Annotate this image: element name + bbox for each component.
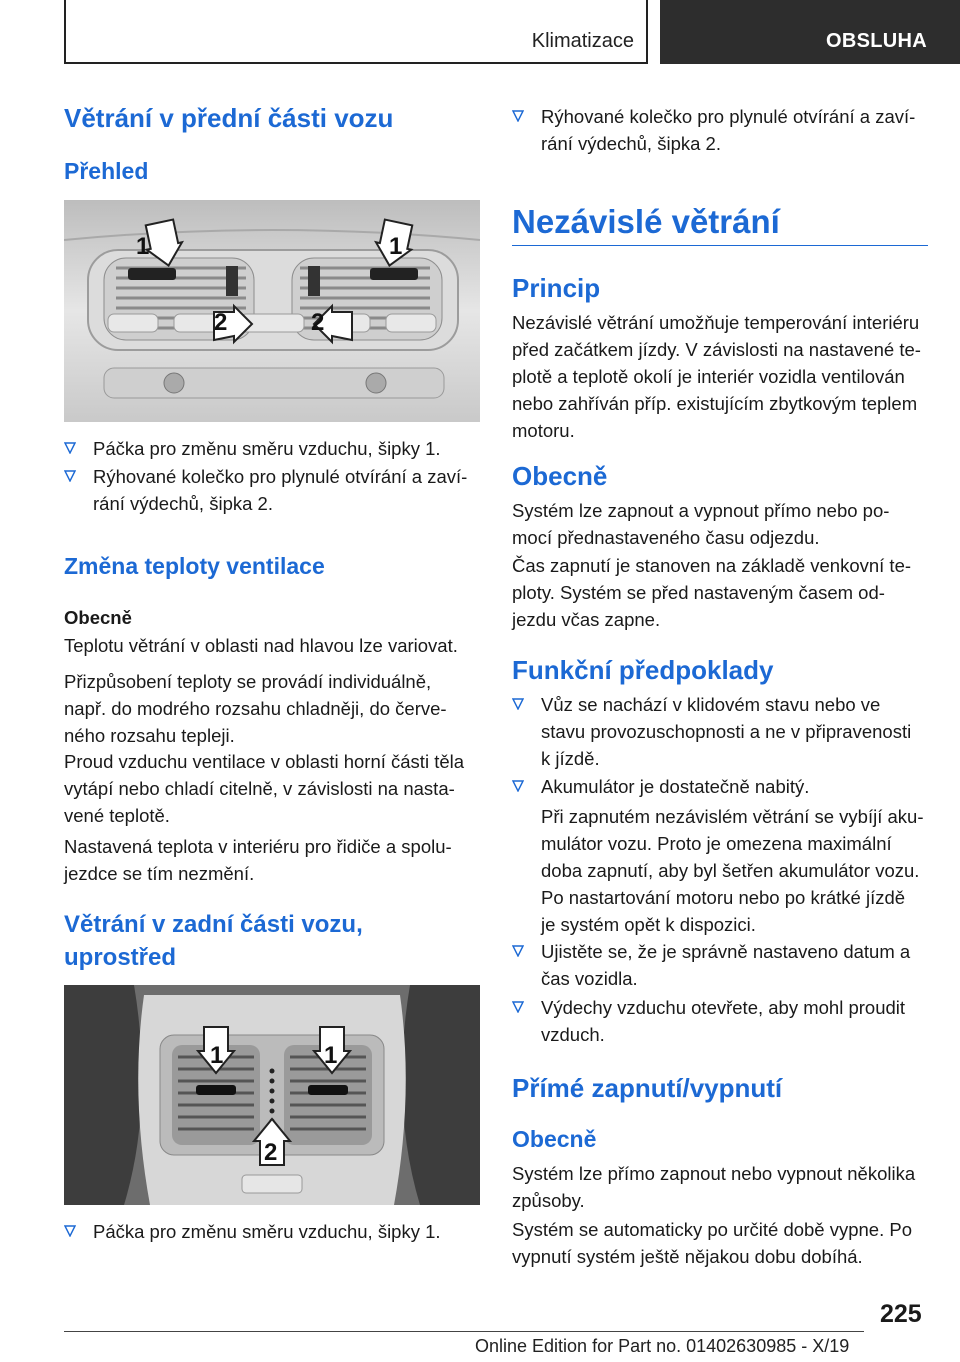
fig1-label-2b: 2 [311,309,325,336]
fig1-label-1b: 1 [389,233,403,260]
footer-divider [64,1331,864,1332]
heading-temperature-change: Změna teploty ventilace [64,553,325,579]
heading-front-ventilation: Větrání v přední části vozu [64,103,394,133]
triangle-bullet-icon [64,1225,76,1237]
paragraph: Teplotu větrání v oblasti nad hlavou lze variovat. [64,635,458,656]
bullet-text: Páčka pro změnu směru vzduchu, šipky 1. [93,1221,441,1242]
triangle-bullet-icon [512,780,524,792]
heading-principle: Princip [512,273,601,303]
heading-rear-ventilation: Větrání v zadní části vozu, uprostřed [64,911,363,971]
heading-underline [512,245,928,246]
header-chapter-tab [660,0,960,64]
fig2-label-1b: 1 [324,1042,338,1069]
heading-independent-ventilation: Nezávislé větrání [512,203,780,240]
bullet-text: Rýhované kolečko pro plynulé otvírání a zaví- rání výdechů, šipka 2. [541,106,916,154]
bullet-text: Akumulátor je dostatečně nabitý. [541,776,810,797]
paragraph: Čas zapnutí je stanoven na základě venkovní te- ploty. Systém se před nastaveným časem od- jezdu včas zapne. [512,555,912,630]
bullet-text: Páčka pro změnu směru vzduchu, šipky 1. [93,438,441,459]
fig1-label-2a: 2 [214,309,228,336]
front-vents-illustration [64,200,480,422]
triangle-bullet-icon [64,442,76,454]
paragraph: Při zapnutém nezávislém větrání se vybíjí aku- mulátor vozu. Proto je omezena maximální doba zapnutí, aby byl šetřen akumulátor vozu. Po nastartování motoru nebo po krátké jízdě je systém opět k dispozici. [541,806,924,935]
bullet-text: Výdechy vzduchu otevřete, aby mohl proudit vzduch. [541,997,906,1045]
bullet-text: Ujistěte se, že je správně nastaveno datum a čas vozidla. [541,941,911,989]
header-chapter-title: OBSLUHA [826,30,927,52]
page-number: 225 [880,1300,922,1328]
triangle-bullet-icon [512,1001,524,1013]
header-section-title: Klimatizace [531,30,634,52]
paragraph: Systém se automaticky po určité době vypne. Po vypnutí systém ještě nějakou dobu dobíhá. [512,1219,913,1267]
heading-general: Obecně [512,461,608,491]
paragraph: Systém lze zapnout a vypnout přímo nebo po- mocí přednastaveného času odjezdu. [512,500,890,548]
heading-direct-general: Obecně [512,1126,597,1152]
triangle-bullet-icon [512,945,524,957]
heading-overview: Přehled [64,158,149,184]
triangle-bullet-icon [64,470,76,482]
bullet-text: Vůz se nachází v klidovém stavu nebo ve stavu provozuschopnosti a ne v připravenosti k jízdě. [541,694,912,769]
rear-vents-figure [64,985,480,1205]
heading-direct-switch: Přímé zapnutí/vypnutí [512,1073,783,1103]
rear-vents-illustration [64,985,480,1205]
paragraph: Systém lze přímo zapnout nebo vypnout několika způsoby. [512,1163,916,1211]
fig1-label-1a: 1 [136,233,150,260]
fig2-label-2: 2 [264,1139,278,1166]
bullet-text: Rýhované kolečko pro plynulé otvírání a zaví- rání výdechů, šipka 2. [93,466,468,514]
triangle-bullet-icon [512,110,524,122]
footer-edition: Online Edition for Part no. 01402630985 - X/19 [475,1336,850,1356]
front-vents-figure [64,200,480,422]
paragraph: Nastavená teplota v interiéru pro řidiče a spolu- jezdce se tím nezmění. [64,836,452,884]
paragraph: Proud vzduchu ventilace v oblasti horní části těla vytápí nebo chladí citelně, v závislosti na nasta- vené teplotě. [64,751,465,826]
paragraph: Přizpůsobení teploty se provádí individuálně, např. do modrého rozsahu chladněji, do červe- ného rozsahu tepleji. [64,671,447,746]
triangle-bullet-icon [512,698,524,710]
header-section-box [64,0,648,64]
heading-prerequisites: Funkční předpoklady [512,655,774,685]
paragraph: Nezávislé větrání umožňuje temperování interiéru před začátkem jízdy. V závislosti na nastavené te- plotě a teplotě okolí je interiér vozidla ventilován nebo zahříván příp. existujícím zbytkovým teplem motoru. [512,312,921,441]
subheading-general: Obecně [64,607,132,628]
fig2-label-1a: 1 [210,1042,224,1069]
